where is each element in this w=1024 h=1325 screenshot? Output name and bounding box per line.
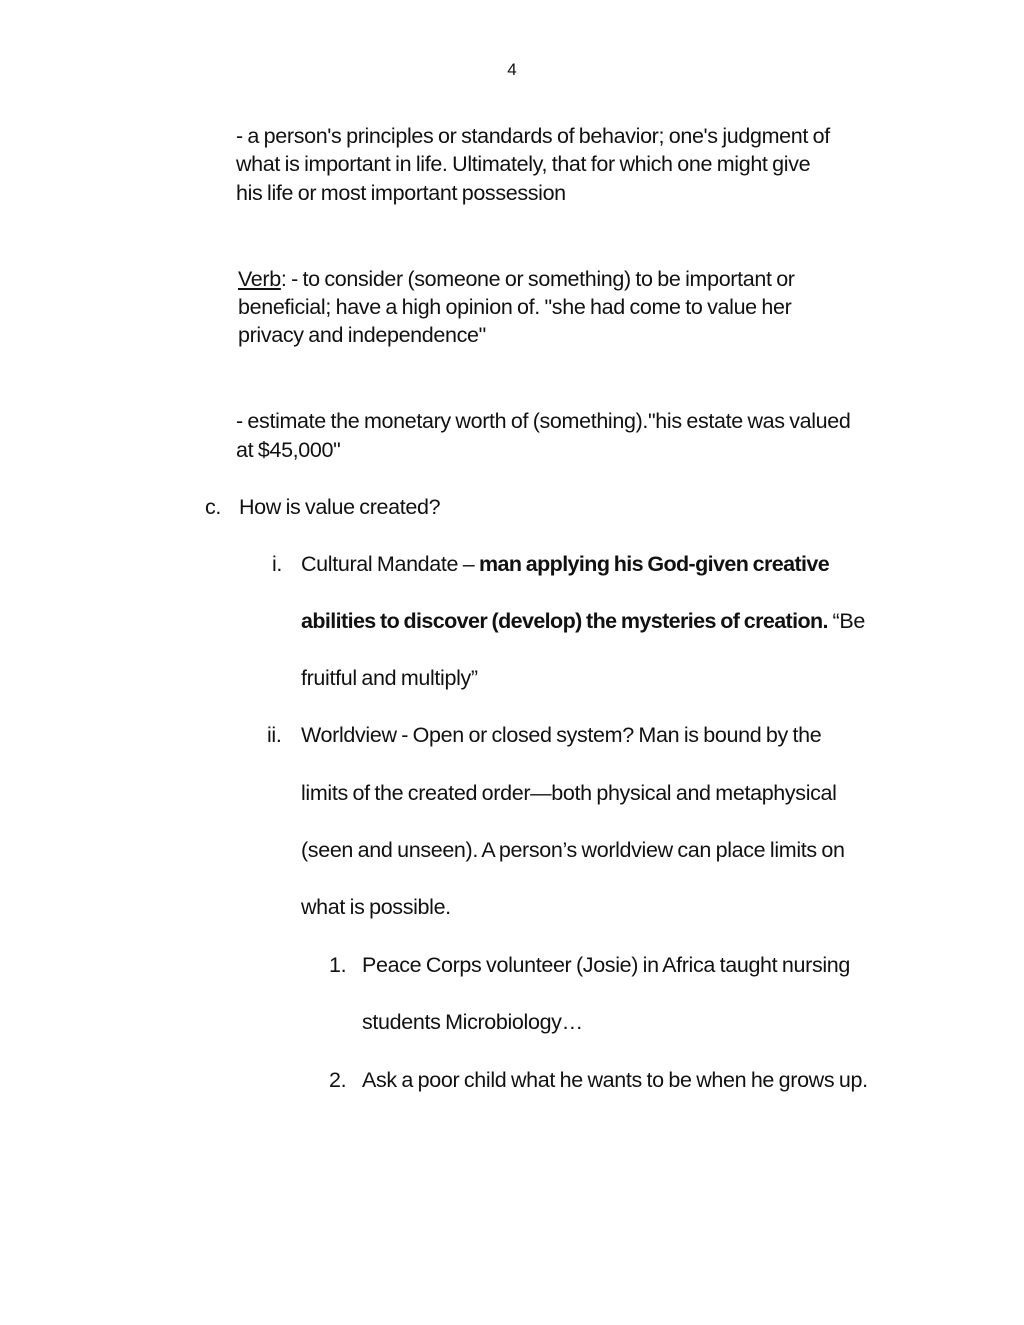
noun-definition-line: - a person's principles or standards of behavior; one's judgment of xyxy=(236,124,830,148)
outline-text-line: what is possible. xyxy=(301,895,451,919)
numbered-text-line: students Microbiology… xyxy=(362,1010,583,1034)
verb-definition-line: privacy and independence" xyxy=(238,323,486,347)
verb-definition-line xyxy=(238,265,795,293)
estimate-definition-line: - estimate the monetary worth of (something)."his estate was valued xyxy=(236,409,851,433)
outline-text-line xyxy=(301,550,829,578)
quote-text: “Be xyxy=(827,609,865,633)
page-number: 4 xyxy=(507,60,517,79)
emphasis-text: abilities to discover (develop) the mysteries of creation. xyxy=(301,609,828,633)
verb-definition-line: beneficial; have a high opinion of. "she had come to value her xyxy=(238,295,792,319)
verb-definition-text: : - to consider (someone or something) to be important or xyxy=(280,267,795,291)
emphasis-text: man applying his God-given creative xyxy=(478,552,830,576)
outline-text-line: Worldview - Open or closed system? Man is bound by the xyxy=(301,723,822,747)
numbered-text-line: Peace Corps volunteer (Josie) in Africa taught nursing xyxy=(362,953,850,977)
estimate-definition-line: at $45,000" xyxy=(236,438,341,462)
outline-text-line: fruitful and multiply” xyxy=(301,666,478,690)
noun-definition-line: his life or most important possession xyxy=(236,181,566,205)
outline-text-line: (seen and unseen). A person’s worldview can place limits on xyxy=(301,838,845,862)
noun-definition-line: what is important in life. Ultimately, that for which one might give xyxy=(236,152,811,176)
list-marker: i. xyxy=(272,552,283,576)
list-marker: ii. xyxy=(267,723,282,747)
list-marker: 2. xyxy=(329,1068,347,1092)
outline-text-line: limits of the created order—both physical and metaphysical xyxy=(301,781,837,805)
numbered-text-line: Ask a poor child what he wants to be when he grows up. xyxy=(362,1068,868,1092)
outline-text-line xyxy=(301,607,865,635)
cultural-mandate-label: Cultural Mandate – xyxy=(301,552,479,576)
list-marker: c. xyxy=(205,495,222,519)
list-marker: 1. xyxy=(329,953,347,977)
outline-heading: How is value created? xyxy=(239,495,441,519)
verb-label: Verb xyxy=(238,267,281,291)
